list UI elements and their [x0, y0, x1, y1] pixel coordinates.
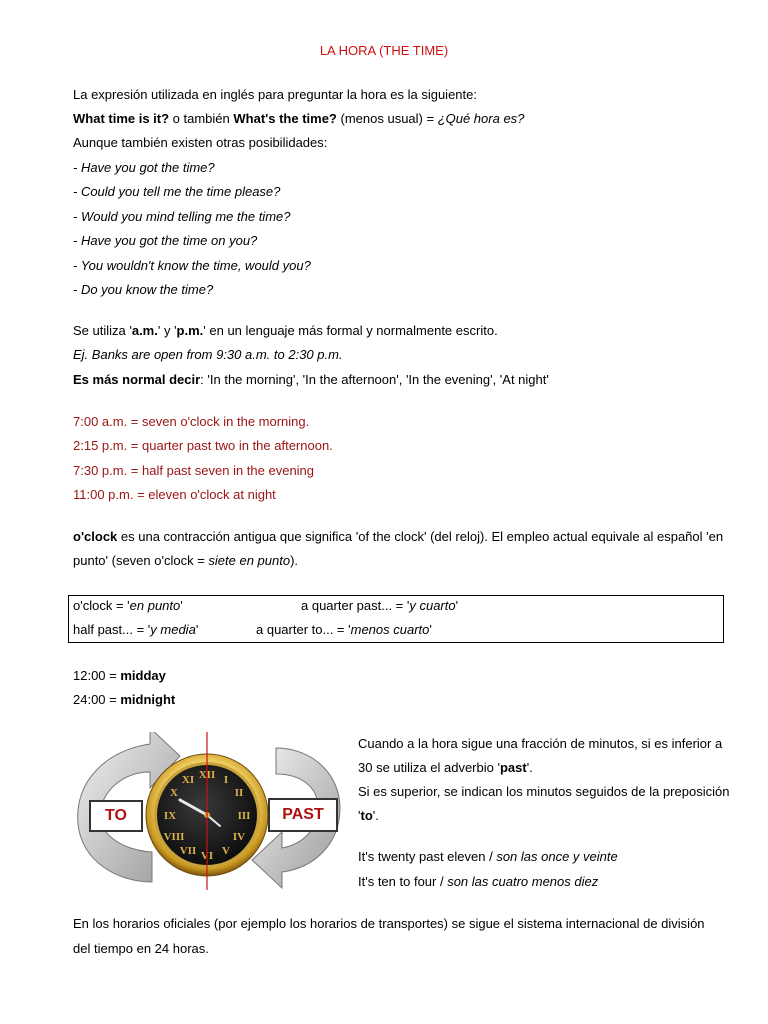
to-label: TO — [89, 800, 143, 832]
ampm-usage: Se utiliza 'a.m.' y 'p.m.' en un lenguaje más formal y normalmente escrito. — [73, 323, 498, 338]
time-example: 7:30 p.m. = half past seven in the evening — [73, 463, 315, 478]
svg-text:IX: IX — [163, 810, 177, 822]
question-whats-the-time: What's the time? — [233, 111, 337, 126]
question-translation: ¿Qué hora es? — [437, 111, 525, 126]
official-line2: del tiempo en 24 horas. — [73, 941, 209, 956]
official-line1: En los horarios oficiales (por ejemplo los horarios de transportes) se sigue el sistema internacional de división — [73, 916, 705, 931]
question-what-time: What time is it? — [73, 111, 170, 126]
other-intro: Aunque también existen otras posibilidades: — [73, 135, 328, 150]
intro-text: La expresión utilizada en inglés para preguntar la hora es la siguiente: — [73, 87, 477, 102]
midnight-line: 24:00 = midnight — [73, 692, 176, 707]
alternative-item: - Could you tell me the time please? — [73, 184, 281, 199]
svg-text:XII: XII — [198, 769, 216, 781]
oclock-explanation-line1: o'clock es una contracción antigua que significa 'of the clock' (del reloj). El empleo actual equivale al español 'en — [73, 529, 724, 544]
alternative-item: - You wouldn't know the time, would you? — [73, 258, 311, 273]
table-cell-quarter-past: a quarter past... = 'y cuarto' — [301, 598, 459, 613]
example-to: It's ten to four / son las cuatro menos diez — [358, 874, 599, 889]
svg-text:X: X — [170, 787, 178, 799]
svg-text:VIII: VIII — [163, 831, 185, 843]
example-line: Ej. Banks are open from 9:30 a.m. to 2:30 p.m. — [73, 347, 343, 362]
svg-text:XI: XI — [181, 774, 195, 786]
page-title: LA HORA (THE TIME) — [319, 43, 449, 58]
table-cell-half-past: half past... = 'y media' — [73, 622, 199, 637]
svg-text:VI: VI — [200, 850, 214, 862]
alternative-item: - Have you got the time? — [73, 160, 215, 175]
explain-line3: Si es superior, se indican los minutos seguidos de la preposición — [358, 784, 730, 799]
table-cell-quarter-to: a quarter to... = 'menos cuarto' — [256, 622, 432, 637]
question-line — [73, 111, 524, 126]
explain-line4: 'to'. — [358, 808, 379, 823]
explain-line2: 30 se utiliza el adverbio 'past'. — [358, 760, 533, 775]
svg-text:III: III — [237, 810, 251, 822]
svg-text:I: I — [223, 774, 229, 786]
time-example: 11:00 p.m. = eleven o'clock at night — [73, 487, 276, 502]
past-label: PAST — [268, 798, 338, 832]
time-example: 2:15 p.m. = quarter past two in the afternoon. — [73, 438, 333, 453]
svg-text:V: V — [222, 845, 230, 857]
table-cell-oclock: o'clock = 'en punto' — [73, 598, 183, 613]
time-example: 7:00 a.m. = seven o'clock in the morning. — [73, 414, 310, 429]
question-tail: (menos usual) = — [336, 111, 438, 126]
svg-text:II: II — [234, 787, 244, 799]
svg-text:IV: IV — [232, 831, 246, 843]
alternative-item: - Do you know the time? — [73, 282, 214, 297]
midday-line: 12:00 = midday — [73, 668, 166, 683]
svg-text:VII: VII — [179, 845, 197, 857]
explain-line1: Cuando a la hora sigue una fracción de minutos, si es inferior a — [358, 736, 723, 751]
example-past: It's twenty past eleven / son las once y veinte — [358, 849, 618, 864]
question-mid: o también — [169, 111, 234, 126]
alternative-item: - Would you mind telling me the time? — [73, 209, 291, 224]
oclock-explanation-line2: punto' (seven o'clock = siete en punto). — [73, 553, 299, 568]
alternative-item: - Have you got the time on you? — [73, 233, 258, 248]
normal-usage: Es más normal decir: 'In the morning', 'In the afternoon', 'In the evening', 'At night' — [73, 372, 549, 387]
